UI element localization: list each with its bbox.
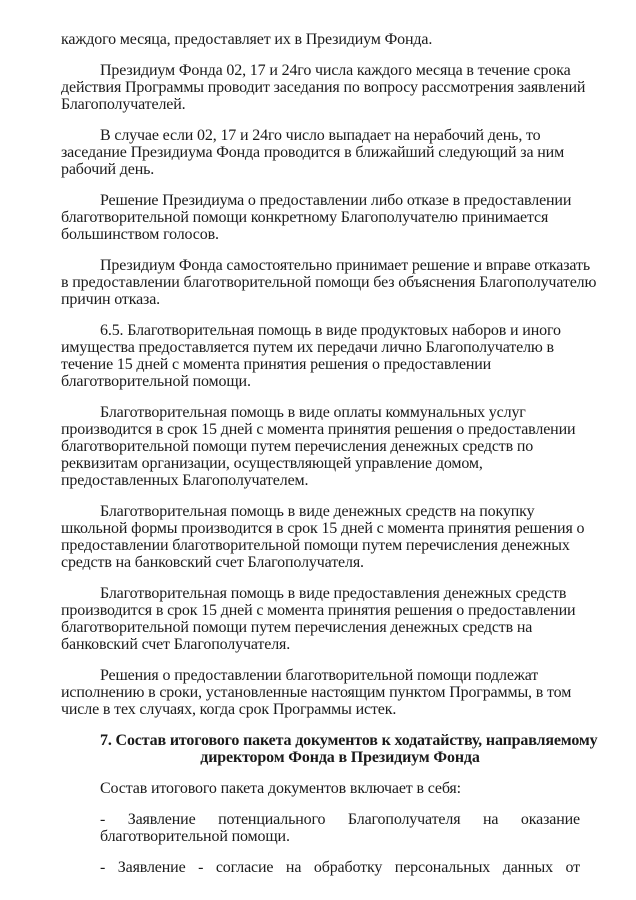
- text-line: банковский счет Благополучателя.: [61, 636, 291, 653]
- list-item: [61, 859, 580, 876]
- text-line: Президиум Фонда 02, 17 и 24го числа каждого месяца в течение срока: [100, 62, 571, 79]
- text-line: благотворительной помощи.: [100, 828, 290, 845]
- text-line: производится в срок 15 дней с момента принятия решения о предоставлении: [61, 421, 576, 438]
- text-line: Благотворительная помощь в виде оплаты коммунальных услуг: [100, 404, 526, 421]
- text-line: исполнению в сроки, установленные настоящим пунктом Программы, в том: [61, 684, 572, 701]
- text-line: предоставленных Благополучателем.: [61, 472, 309, 489]
- paragraph-utilities: [61, 404, 580, 489]
- text-line: 6.5. Благотворительная помощь в виде продуктовых наборов и иного: [100, 322, 561, 339]
- paragraph-school-uniform: [61, 503, 585, 571]
- text-line: Благополучателей.: [61, 96, 186, 113]
- paragraph-refusal-right: [61, 257, 597, 308]
- paragraph-cash-assistance: [61, 585, 580, 653]
- text-line: - Заявление - согласие на обработку персональных данных от: [100, 859, 580, 876]
- text-line: реквизитам организации, осуществляющей управление домом,: [61, 455, 483, 472]
- text-line: каждого месяца, предоставляет их в Президиум Фонда.: [61, 31, 433, 48]
- text-line: производится в срок 15 дней с момента принятия решения о предоставлении: [61, 602, 576, 619]
- paragraph-non-working-day: [61, 127, 580, 178]
- text-line: - Заявление потенциального Благополучателя на оказание: [100, 811, 580, 828]
- text-line: большинством голосов.: [61, 226, 219, 243]
- list-item: [61, 811, 580, 845]
- document-page: [61, 31, 598, 890]
- text-line: школьной формы производится в срок 15 дней с момента принятия решения о: [61, 520, 585, 537]
- text-line: благотворительной помощи путем перечисления денежных средств по: [61, 438, 534, 455]
- heading-line: 7. Состав итогового пакета документов к ходатайству, направляемому: [100, 732, 598, 749]
- paragraph-continuation: [61, 31, 580, 48]
- text-line: Решения о предоставлении благотворительной помощи подлежат: [100, 667, 539, 684]
- text-line: причин отказа.: [61, 291, 161, 308]
- heading-line: директором Фонда в Президиум Фонда: [200, 749, 480, 766]
- text-line: В случае если 02, 17 и 24го число выпадает на нерабочий день, то: [100, 127, 541, 144]
- text-line: действия Программы проводит заседания по вопросу рассмотрения заявлений: [61, 79, 586, 96]
- text-line: Благотворительная помощь в виде предоставления денежных средств: [100, 585, 567, 602]
- text-line: предоставлении благотворительной помощи путем перечисления денежных: [61, 537, 570, 554]
- section-7-intro: [61, 780, 580, 797]
- paragraph-execution-terms: [61, 667, 580, 718]
- text-line: Состав итогового пакета документов включает в себя:: [100, 780, 461, 797]
- text-line: благотворительной помощи путем перечисления денежных средств на: [61, 619, 533, 636]
- text-line: Благотворительная помощь в виде денежных средств на покупку: [100, 503, 535, 520]
- text-line: имущества предоставляется путем их передачи лично Благополучателю в: [61, 339, 554, 356]
- text-line: в предоставлении благотворительной помощи без объяснения Благополучателю: [61, 274, 597, 291]
- paragraph-6-5-food-sets: [61, 322, 580, 390]
- text-line: средств на банковский счет Благополучателя.: [61, 554, 364, 571]
- text-line: Решение Президиума о предоставлении либо отказе в предоставлении: [100, 192, 572, 209]
- paragraph-presidium-meetings: [61, 62, 586, 113]
- section-7-heading: [61, 732, 598, 766]
- text-line: благотворительной помощи конкретному Благополучателю принимается: [61, 209, 549, 226]
- paragraph-decision-majority: [61, 192, 580, 243]
- text-line: рабочий день.: [61, 161, 155, 178]
- text-line: Президиум Фонда самостоятельно принимает решение и вправе отказать: [100, 257, 590, 274]
- text-line: благотворительной помощи.: [61, 373, 251, 390]
- text-line: числе в тех случаях, когда срок Программы истек.: [61, 701, 397, 718]
- text-line: течение 15 дней с момента принятия решения о предоставлении: [61, 356, 492, 373]
- text-line: заседание Президиума Фонда проводится в ближайший следующий за ним: [61, 144, 565, 161]
